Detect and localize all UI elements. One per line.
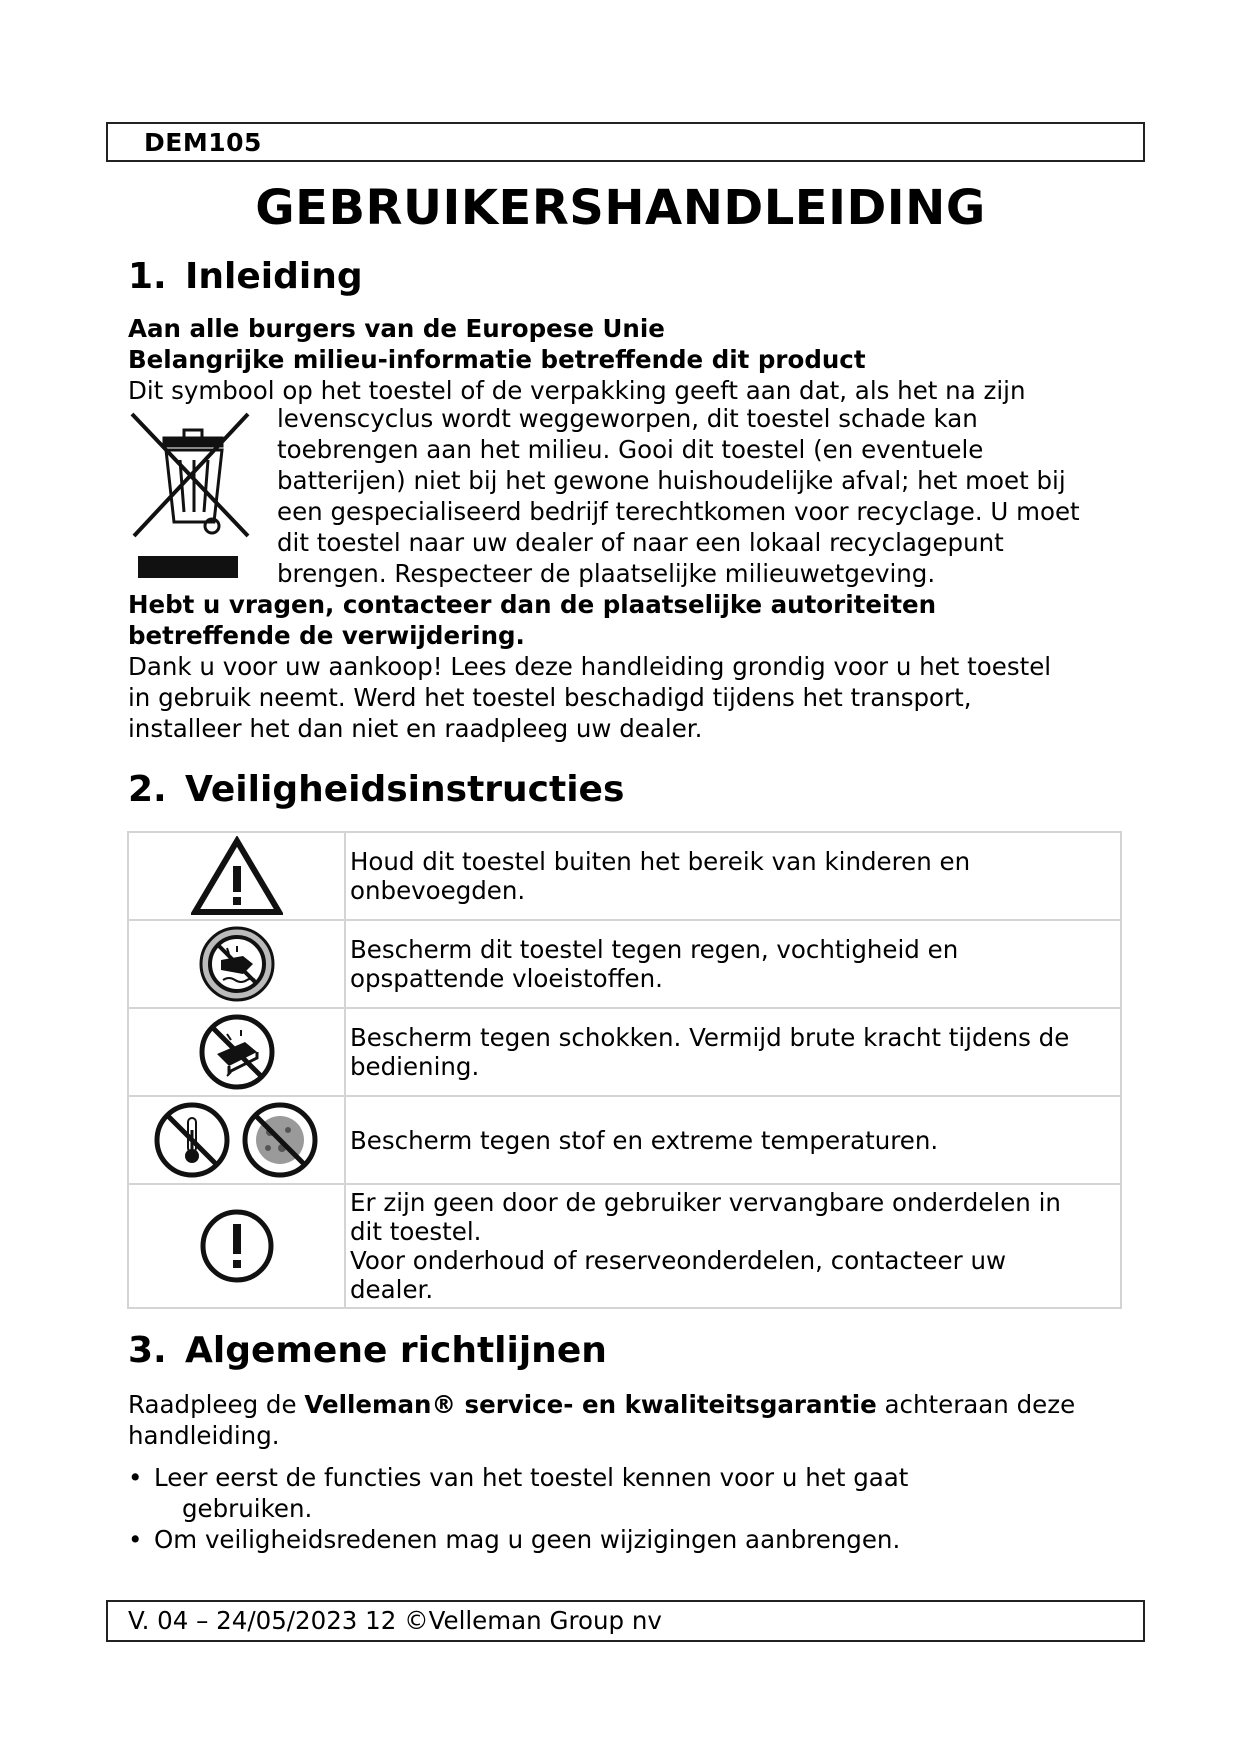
weee-line-3: batterijen) niet bij het gewone huishoudelijke afval; het moet bij: [277, 466, 1066, 495]
safety-row-5-line-3: Voor onderhoud of reserveonderdelen, contacteer uw: [350, 1246, 1007, 1275]
weee-line-2: toebrengen aan het milieu. Gooi dit toestel (en eventuele: [277, 435, 984, 464]
weee-line-1: levenscyclus wordt weggeworpen, dit toestel schade kan: [277, 404, 978, 433]
safety-icon-cell: [128, 1184, 345, 1308]
safety-row: [128, 1008, 1121, 1096]
section-3-heading: [128, 1330, 607, 1371]
safety-table: [127, 831, 1122, 1309]
no-water-icon: [197, 924, 277, 1004]
safety-row-3-line-2: bediening.: [350, 1052, 480, 1081]
exclamation-circle-icon: [197, 1206, 277, 1286]
safety-row-3-line-1: Bescherm tegen schokken. Vermijd brute kracht tijdens de: [350, 1023, 1070, 1052]
weee-line-6: brengen. Respecteer de plaatselijke milieuwetgeving.: [277, 559, 936, 588]
safety-row: [128, 920, 1121, 1008]
bullet-1-line-2: gebruiken.: [182, 1494, 313, 1523]
safety-text-cell: [345, 920, 1121, 1008]
safety-row-5-line-2: dit toestel.: [350, 1217, 482, 1246]
safety-icon-cell: [128, 832, 345, 920]
safety-row-5-line-1: Er zijn geen door de gebruiker vervangbare onderdelen in: [350, 1188, 1061, 1217]
section-3-title: Algemene richtlijnen: [185, 1330, 607, 1371]
footer-text: V. 04 – 24/05/2023 12 ©Velleman Group nv: [128, 1606, 662, 1635]
safety-row-2-line-1: Bescherm dit toestel tegen regen, vochtigheid en: [350, 935, 959, 964]
safety-row: [128, 832, 1121, 920]
no-dust-icon: [245, 1105, 315, 1175]
product-code: DEM105: [144, 128, 262, 157]
safety-icon-cell: [128, 1008, 345, 1096]
safety-text-cell: [345, 1096, 1121, 1184]
thanks-line-1: Dank u voor uw aankoop! Lees deze handleiding grondig voor u het toestel: [128, 652, 1052, 681]
guarantee-intro-post: achteraan deze: [876, 1390, 1076, 1419]
weee-line-5: dit toestel naar uw dealer of naar een lokaal recyclagepunt: [277, 528, 1004, 557]
symbol-intro-line: Dit symbool op het toestel of de verpakking geeft aan dat, als het na zijn: [128, 376, 1026, 405]
section-1-title: Inleiding: [185, 256, 363, 297]
environment-info-line: Belangrijke milieu-informatie betreffende dit product: [128, 345, 866, 374]
safety-row-5-line-4: dealer.: [350, 1275, 434, 1304]
guarantee-intro-pre: Raadpleeg de: [128, 1390, 305, 1419]
no-temperature-no-dust-icon: [152, 1100, 322, 1180]
bullet-icon: •: [128, 1463, 143, 1492]
no-temperature-icon: [157, 1105, 227, 1175]
safety-text-cell: [345, 1008, 1121, 1096]
bullet-2-line-1: Om veiligheidsredenen mag u geen wijzigingen aanbrengen.: [154, 1525, 901, 1554]
safety-row: [128, 1184, 1121, 1308]
safety-row-2-line-2: opspattende vloeistoffen.: [350, 964, 663, 993]
thanks-line-2: in gebruik neemt. Werd het toestel beschadigd tijdens het transport,: [128, 683, 972, 712]
section-2-number: 2.: [128, 769, 167, 810]
safety-icon-cell: [128, 920, 345, 1008]
guarantee-intro-line-2: handleiding.: [128, 1421, 280, 1450]
questions-line-1: Hebt u vragen, contacteer dan de plaatselijke autoriteiten: [128, 590, 937, 619]
page-title: GEBRUIKERSHANDLEIDING: [255, 180, 986, 236]
bullet-1-line-1: Leer eerst de functies van het toestel kennen voor u het gaat: [154, 1463, 909, 1492]
safety-row-1-line-2: onbevoegden.: [350, 876, 526, 905]
safety-icon-cell: [128, 1096, 345, 1184]
thanks-line-3: installeer het dan niet en raadpleeg uw dealer.: [128, 714, 703, 743]
safety-row-4-line-1: Bescherm tegen stof en extreme temperaturen.: [350, 1125, 939, 1155]
guarantee-intro-line: [128, 1389, 1075, 1420]
section-1-heading: [128, 256, 363, 297]
eu-citizens-line: Aan alle burgers van de Europese Unie: [128, 314, 665, 343]
warning-triangle-icon: [191, 836, 283, 916]
no-shock-icon: [197, 1012, 277, 1092]
bullet-icon: •: [128, 1525, 143, 1554]
weee-bin-icon: [128, 410, 260, 586]
guarantee-link-text: Velleman® service- en kwaliteitsgarantie: [304, 1390, 877, 1419]
section-2-title: Veiligheidsinstructies: [185, 769, 625, 810]
safety-row-1-line-1: Houd dit toestel buiten het bereik van kinderen en: [350, 847, 971, 876]
section-2-heading: [128, 769, 624, 810]
section-1-number: 1.: [128, 256, 167, 297]
weee-line-4: een gespecialiseerd bedrijf terechtkomen voor recyclage. U moet: [277, 497, 1080, 526]
safety-row: [128, 1096, 1121, 1184]
section-3-number: 3.: [128, 1330, 167, 1371]
questions-line-2: betreffende de verwijdering.: [128, 621, 525, 650]
safety-text-cell: [345, 832, 1121, 920]
safety-text-cell: [345, 1184, 1121, 1308]
